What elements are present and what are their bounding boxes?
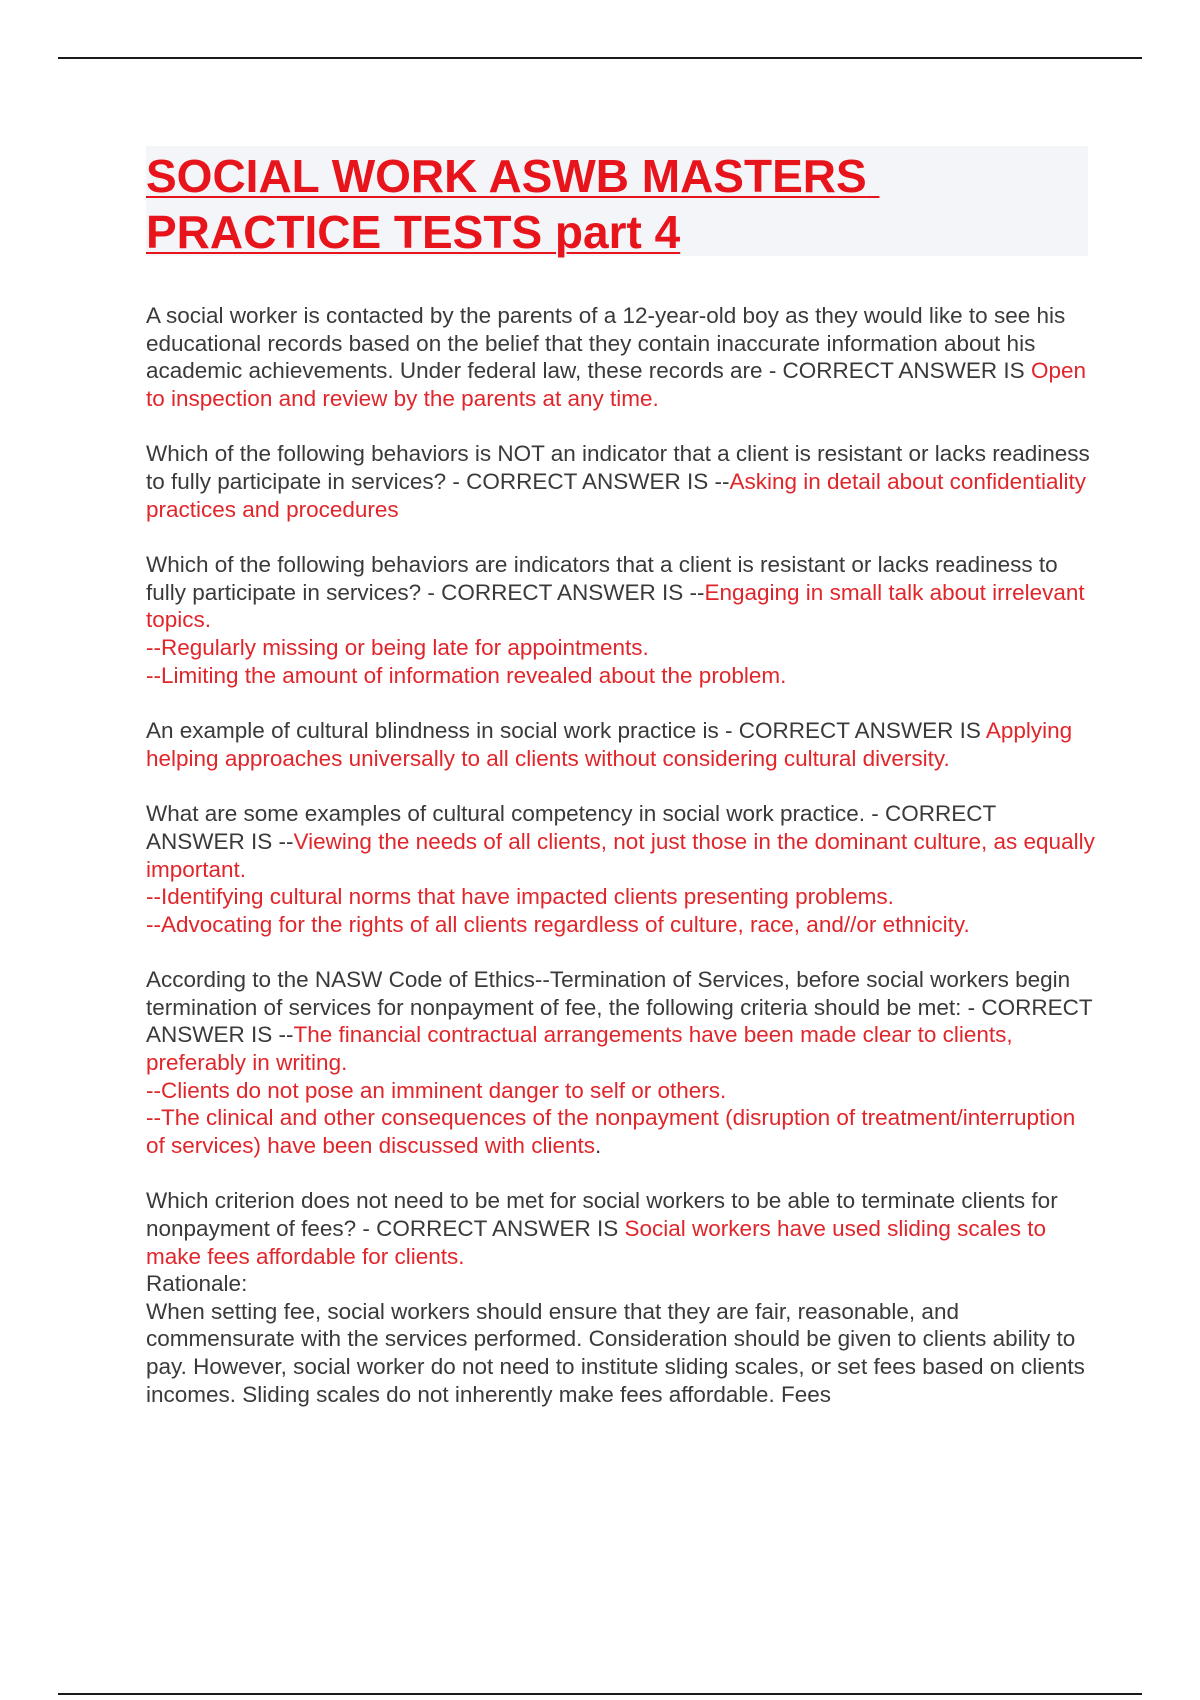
answer-text: Applying helping approaches universally to all clients without considering cultural diversity. (146, 718, 1073, 771)
question-text: An example of cultural blindness in social work practice is - CORRECT ANSWER IS (146, 718, 986, 744)
answer-line: --Identifying cultural norms that have impacted clients presenting problems. (146, 884, 894, 910)
qa-list (146, 302, 1096, 1436)
question-text: Which of the following behaviors are indicators that a client is resistant or lacks readiness to fully participate in services? - CORRECT ANSWER IS -- (146, 552, 1058, 605)
rationale-text: When setting fee, social workers should ensure that they are fair, reasonable, and commensurate with the services performed. Consideration should be given to clients ability to pay. However, social worker do not need to institute sliding scales, or set fees based on clients incomes. Sliding scales do not inherently make fees affordable. Fees (146, 1298, 1085, 1407)
qa-item-1 (146, 302, 1096, 412)
answer-line: --Limiting the amount of information revealed about the problem. (146, 662, 787, 688)
qa-item-2 (146, 440, 1096, 523)
answer-line: --Clients do not pose an imminent danger to self or others. (146, 1077, 727, 1103)
qa-item-4 (146, 717, 1096, 772)
answer-line: --Advocating for the rights of all clients regardless of culture, race, and//or ethnicity. (146, 911, 970, 937)
qa-paragraph (146, 800, 1096, 883)
qa-item-7 (146, 1187, 1096, 1408)
answer-line-with-period (146, 1104, 1096, 1159)
answer-text: The financial contractual arrangements have been made clear to clients, preferably in writing. (146, 1022, 1013, 1076)
trailing-period: . (594, 1132, 602, 1158)
question-text: What are some examples of cultural competency in social work practice. - CORRECT ANSWER IS -- (146, 801, 996, 854)
qa-paragraph (146, 551, 1096, 634)
answer-text: Social workers have used sliding scales to make fees affordable for clients. (146, 1216, 1046, 1269)
qa-paragraph (146, 302, 1096, 412)
question-text: According to the NASW Code of Ethics--Termination of Services, before social workers begin termination of services for nonpayment of fee, the following criteria should be met: - CORRECT ANSWER IS -- (146, 967, 1093, 1048)
answer-text: Viewing the needs of all clients, not just those in the dominant culture, as equally important. (146, 828, 1095, 882)
qa-item-3 (146, 551, 1096, 689)
title-line-1: SOCIAL WORK ASWB MASTERS (146, 150, 867, 202)
question-text: Which criterion does not need to be met for social workers to be able to terminate clients for nonpayment of fees? - CORRECT ANSWER IS (146, 1188, 1058, 1242)
qa-paragraph (146, 966, 1096, 1076)
document-title (146, 148, 1106, 260)
bottom-rule (58, 1693, 1142, 1695)
qa-item-5 (146, 800, 1096, 938)
qa-paragraph (146, 717, 1096, 772)
qa-paragraph (146, 1187, 1096, 1270)
answer-text: Open to inspection and review by the parents at any time. (146, 358, 1086, 411)
rationale-label: Rationale: (146, 1271, 248, 1297)
qa-item-6 (146, 966, 1096, 1159)
top-rule (58, 57, 1142, 59)
question-text: A social worker is contacted by the parents of a 12-year-old boy as they would like to see his educational records based on the belief that they contain inaccurate information about his academic achievements. Under federal law, these records are - CORRECT ANSWER IS (146, 303, 1066, 384)
answer-text: Asking in detail about confidentiality practices and procedures (146, 468, 1086, 522)
answer-text: Engaging in small talk about irrelevant topics. (146, 579, 1085, 633)
answer-line: --The clinical and other consequences of the nonpayment (disruption of treatment/interruption of services) have been discussed with clients (146, 1105, 1076, 1158)
question-text: Which of the following behaviors is NOT an indicator that a client is resistant or lacks readiness to fully participate in services? - CORRECT ANSWER IS -- (146, 441, 1090, 494)
answer-line: --Regularly missing or being late for appointments. (146, 634, 649, 660)
title-line-2: PRACTICE TESTS part 4 (146, 206, 681, 258)
qa-paragraph (146, 440, 1096, 523)
